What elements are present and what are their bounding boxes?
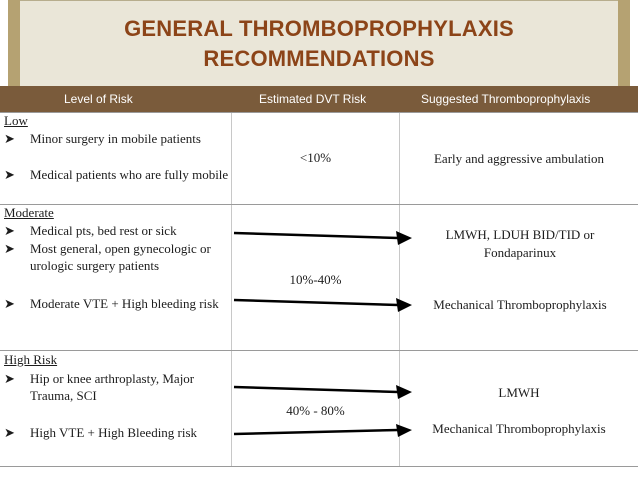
suggestion-moderate-1: LMWH, LDUH BID/TID or Fondaparinux	[445, 227, 595, 260]
list-item	[4, 166, 230, 200]
bullet-text: Medical patients who are fully mobile	[30, 167, 229, 182]
risk-low: <10%	[299, 150, 332, 165]
bullet-text: Hip or knee arthroplasty, Major Trauma, SCI	[30, 371, 195, 403]
title-accent-left	[8, 0, 20, 94]
header-estimated-dvt-risk: Estimated DVT Risk	[259, 92, 367, 106]
section-title-high-risk: High Risk	[4, 352, 58, 367]
header-suggested-thromboprophylaxis: Suggested Thromboprophylaxis	[421, 92, 591, 106]
section-high-risk	[4, 352, 57, 368]
list-item	[4, 222, 230, 239]
bullet-text: Medical pts, bed rest or sick	[30, 223, 177, 238]
arrowhead-bullet-icon: ➤	[4, 425, 15, 440]
suggestion-high-1: LMWH	[498, 385, 540, 400]
arrowhead-bullet-icon: ➤	[4, 167, 15, 182]
list-item	[4, 240, 230, 274]
arrowhead-bullet-icon: ➤	[4, 296, 15, 311]
page-title-line2: RECOMMENDATIONS	[203, 46, 435, 71]
right-arrow-icon	[232, 228, 414, 248]
page-title-line1: GENERAL THROMBOPROPHYLAXIS	[124, 16, 514, 41]
suggestion-moderate-2: Mechanical Thromboprophylaxis	[433, 297, 607, 312]
bullet-text: Most general, open gynecologic or urologic surgery patients	[30, 241, 211, 273]
title-accent-right	[618, 0, 630, 94]
arrowhead-bullet-icon: ➤	[4, 241, 15, 256]
list-item	[4, 130, 230, 164]
bullet-text: Minor surgery in mobile patients	[30, 131, 201, 146]
row-divider-bottom	[0, 466, 638, 467]
list-item	[4, 370, 230, 404]
row-divider-2	[0, 350, 638, 351]
bullet-text: Moderate VTE + High bleeding risk	[30, 296, 219, 311]
arrowhead-bullet-icon: ➤	[4, 223, 15, 238]
header-level-of-risk: Level of Risk	[64, 92, 133, 106]
risk-high: 40% - 80%	[286, 403, 345, 418]
right-arrow-icon	[232, 382, 414, 402]
page-title	[20, 14, 618, 74]
row-divider-1	[0, 204, 638, 205]
list-item	[4, 424, 230, 441]
right-arrow-icon	[232, 295, 414, 315]
row-divider-top	[0, 112, 638, 113]
table-header	[0, 86, 638, 112]
risk-moderate: 10%-40%	[289, 272, 342, 287]
suggestion-low: Early and aggressive ambulation	[433, 151, 605, 166]
list-item	[4, 295, 230, 329]
section-title-low: Low	[4, 113, 28, 128]
section-moderate	[4, 205, 54, 221]
arrowhead-bullet-icon: ➤	[4, 131, 15, 146]
suggestion-high-2: Mechanical Thromboprophylaxis	[432, 421, 606, 436]
bullet-text: High VTE + High Bleeding risk	[30, 425, 198, 440]
section-low	[4, 113, 28, 129]
right-arrow-icon	[232, 424, 414, 444]
section-title-moderate: Moderate	[4, 205, 54, 220]
arrowhead-bullet-icon: ➤	[4, 371, 15, 386]
